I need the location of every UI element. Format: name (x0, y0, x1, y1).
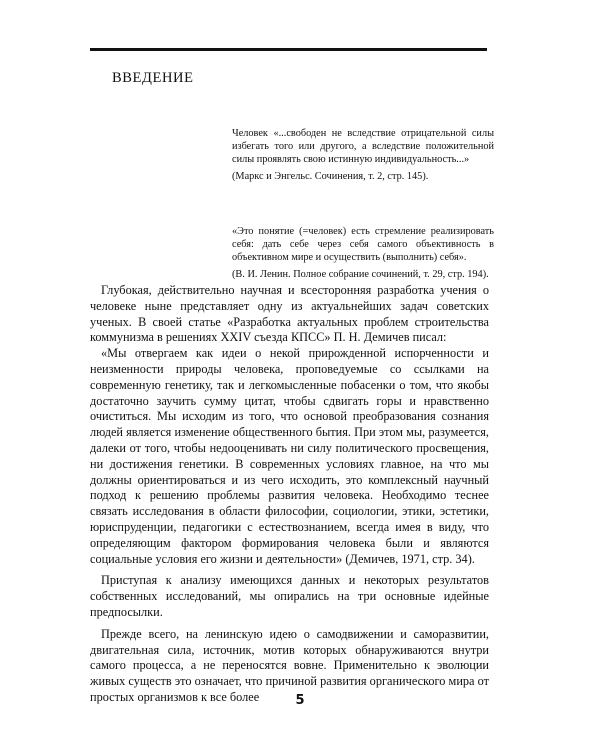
epigraph-source: (Маркс и Энгельс. Сочинения, т. 2, стр. 145). (232, 171, 429, 183)
paragraph-first-premise: Прежде всего, на ленинскую идею о самодвижении и саморазвитии, двигательная сила, источник, мотив которых обнаруживаются внутри самого процесса, а не переносятся вовне. Применительно к эволюции живых существ это означает, что причиной развития органического мира от простых организмов к все более (90, 626, 489, 704)
epigraph-marx (232, 128, 494, 184)
epigraph-source: (В. И. Ленин. Полное собрание сочинений, т. 29, стр. 194). (232, 269, 489, 281)
epigraph-quote: «Это понятие (=человек) есть стремление реализировать себя: дать себе через себя самого объективность в объективном мире и осуществить (выполнить) себя». (232, 226, 494, 263)
paragraph-quote-demichev: «Мы отвергаем как идеи о некой прирожденной испорченности и неизменности природы человека, проповедуемые со ссылками на современную генетику, так и легкомысленные побасенки о том, что якобы достаточно заучить сумму цитат, чтобы сдвигать горы и нравственно очиститься. Мы исходим из того, что основой преобразования сознания людей является изменение общественного бытия. При этом мы, разумеется, далеки от того, чтобы недооценивать ни силу политического просвещения, ни достижения генетики. В современных условиях главное, на что мы должны ориентироваться и из чего исходить, это комплексный научный подход к решению проблемы развития человека. Необходимо теснее связать исследования в области философии, социологии, этики, эстетики, юриспруденции, педагогики с естествознанием, всегда имея в виду, что определяющим фактором формирования человека были и являются социальные условия его жизни и деятельности» (Демичев, 1971, стр. 34). (90, 346, 489, 566)
paragraph-intro: Глубокая, действительно научная и всесторонняя разработка учения о человеке ныне представляет одну из актуальнейших задач советских ученых. В своей статье «Разработка актуальных проблем строительства коммунизма в решениях XXIV съезда КПСС» П. Н. Демичев писал: (90, 283, 489, 345)
epigraph-lenin (232, 226, 494, 282)
chapter-heading: ВВЕДЕНИЕ (112, 70, 194, 86)
body-text (90, 283, 489, 706)
epigraph-quote: Человек «...свободен не вследствие отрицательной силы избегать того или другого, а вследствие положительной силы проявлять свою истинную индивидуальность...» (232, 128, 494, 165)
page-number: 5 (295, 693, 305, 708)
paragraph-premises: Приступая к анализу имеющихся данных и некоторых результатов собственных исследований, мы опирались на три основные идейные предпосылки. (90, 573, 489, 619)
top-rule (90, 48, 487, 51)
